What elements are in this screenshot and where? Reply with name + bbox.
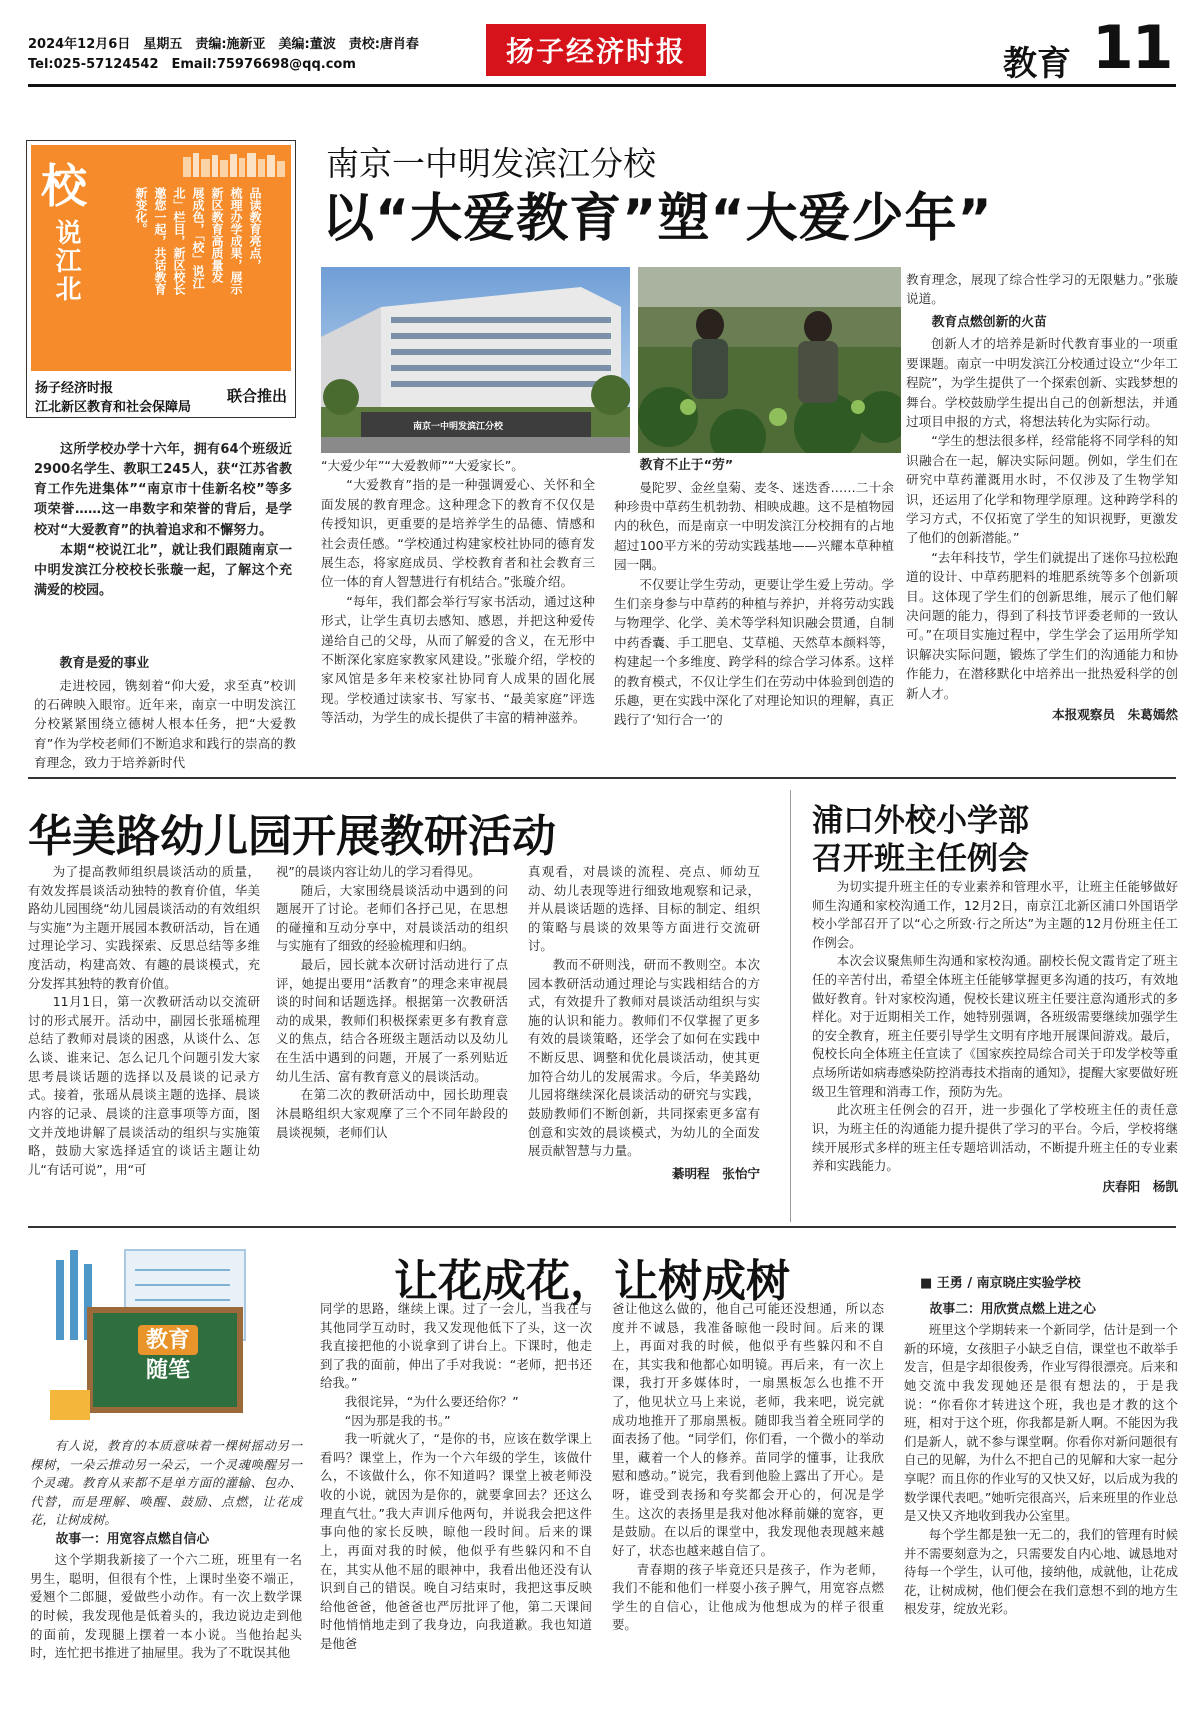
essay-column-label	[118, 1325, 218, 1385]
article4-col3: 爸让他这么做的，他自己可能还没想通，所以态度并不诚恳，我准备晾他一段时间。后来的课上，再面对我的时候，他似乎有些躲闪和不自在，其实我和他都心如明镜。再后来，有一次上课，我打开多媒体时，一扇黑板怎么也推不开了，他见状立马上来说，老师，我来吧，说完就成功地推开了那扇黑板。随即我当着全班同学的面表扬了他。“同学们，你们看，一个微小的举动里，藏着一个人的修养。苗同学的懂事，让我欣慰和感动。”说完，我看到他脸上露出了开心。是呀，谁受到表扬和夸奖都会开心的，何况是学生。这次的表扬里是我对他冰释前嫌的宽容，更是鼓励。在以后的课堂中，我发现他表现越来越好了，状态也越来越自信了。 青春期的孩子毕竟还只是孩子，作为老师，我们不能和他们一样耍小孩子脾气，用宽容点燃学生的自信心，让他成为他想成为的样子很重要。	[612, 1301, 884, 1633]
article4-col4: 故事二：用欣赏点燃上进之心 班里这个学期转来一个新同学，估计是到一个新的环境，女孩胆子小缺乏自信，课堂也不敢举手发言，但是字却很俊秀，作业写得很漂亮。后来和她交流中我发现她还是很有想法的，于是我说：“你看你才转进这个班，我也是才教的这个班，相对于这个班，你我都是新人啊。不能因为我们是新人，就不参与课堂啊。你看你对新问题很有自己的见解，为什么不把自己的见解和大家一起分享呢？而且你的作业写的又快又好，以后成为我的数学课代表吧。”她听完很高兴，后来班里的作业总是又快又齐地收到我办公室里。 每个学生都是独一无二的，我们的管理有时候并不需要刻意为之，只需要发自内心地、诚恳地对待每一个学生，认可他，接纳他，成就他，让花成花，让树成树，他们便会在我们意想不到的地方生根发芽，绽放光彩。	[904, 1302, 1178, 1617]
header-rule	[28, 84, 1176, 87]
partner-1: 扬子经济时报	[35, 381, 114, 396]
article4-sub2: 故事二：用欣赏点燃上进之心	[929, 1302, 1096, 1317]
partner-2: 江北新区教育和社会保障局	[35, 400, 192, 415]
article4-col1: 有人说，教育的本质意味着一棵树摇动另一棵树，一朵云推动另一朵云，一个灵魂唤醒另一个灵魂。教育从来都不是单方面的灌输、包办、代替，而是理解、唤醒、鼓励、点燃，让花成花，让树成树。 故事一：用宽容点燃自信心 这个学期我新接了一个六二班，班里有一名男生，聪明，但很有个性，上课时坐姿不端正，爱翘个二郎腿，爱做些小动作。有一次上数学课的时候，我发现他是低着头的，我边说边走到他的面前，发现腿上摆着一本小说。当他抬起头时，连忙把书推进了抽屉里。我为了不耽误其他	[30, 1438, 302, 1661]
article1-lead: 这所学校办学十六年，拥有64个班级近2900名学生、教职工245人，获“江苏省教育工作先进集体”“南京市十佳新名校”等多项荣誉……这一串数字和荣誉的背后，是学校对“大爱教育”的执着追求和不懈努力。 本期“校说江北”，就让我们跟随南京一中明发滨江分校校长张璇一起，了解这个充满爱的校园。	[34, 442, 292, 598]
column-big-char: 校	[41, 159, 87, 213]
article1-sub3: 教育点燃创新的火苗	[931, 314, 1047, 330]
article1-sub1: 教育是爱的事业	[59, 656, 150, 671]
column-box	[26, 140, 296, 418]
article2-col3: 真观看，对晨谈的流程、亮点、师幼互动、幼儿表现等进行细致地观察和记录，并从晨谈话题的选择、目标的制定、组织的策略与晨谈的效果等方面进行交流研讨。 教而不研则浅，研而不教则空。本次园本教研活动通过理论与实践相结合的方式，有效提升了教师对晨谈活动组织与实施的认识和能力。教师们不仅掌握了更多有效的晨谈策略，还学会了如何在实践中不断反思、调整和优化晨谈活动，使其更加符合幼儿的发展需求。今后，华美路幼儿园将继续深化晨谈活动的研究与实践，鼓励教师们不断创新，共同探索更多富有创意和实效的晨谈模式，为幼儿的全面发展贡献智慧与力量。 綦明程 张怡宁	[528, 863, 760, 1184]
article2-headline: 华美路幼儿园开展教研活动	[28, 811, 556, 862]
article1-kicker: 南京一中明发滨江分校	[326, 144, 656, 183]
article1-col3: 教育不止于“劳” 曼陀罗、金丝皇菊、麦冬、迷迭香……二十余种珍贵中草药生机勃勃、相映成趣。这不是植物园内的秋色，而是南京一中明发滨江分校拥有的占地超过100平方米的劳动实践基地——兴耀本草种植园一隅。 不仅要让学生劳动，更要让学生爱上劳动。学生们亲身参与中草药的种植与养护，并将劳动实践与物理学、化学、美术等学科知识融会贯通，自制中药香囊、手工肥皂、艾草槌、天然草本颜料等，构建起一个多维度、跨学科的综合学习体系。这样的教育模式，不仅让学生们在劳动中体验到创造的乐趣，更在实践中深化了对理论知识的理解，真正践行了‘知行合一’的	[614, 458, 894, 728]
column-vertical-text: 品读教育亮点， 梳理办学成果，展示 新区教育高质量发 展成色，「校」说江 北」栏目，新区校长 邀您一起，共话教育 新变化。	[134, 187, 262, 295]
article1-col2: “大爱少年”“大爱教师”“大爱家长”。 “大爱教育”指的是一种强调爱心、关怀和全面发展的教育理念。这种理念下的教育不仅仅是传授知识，更重要的是培养学生的品德、情感和社会责任感。“学校通过构建家校社协同的德育发展生态，将家庭成员、学校教育者和社会教育三位一体的育人智慧进行有机结合。”张璇介绍。 “每年，我们都会举行写家书活动，通过这种形式，让学生真切去感知、感恩，并把这种爱传递给自己的父母，从而了解爱的含义，在无形中不断深化家庭家教家风建设。”张璇介绍，学校的家风馆是多年来校家社协同育人成果的固化展现。学校通过读家书、写家书、“最美家庭”评选等活动，为学生的成长提供了丰富的精神滋养。	[321, 458, 595, 726]
rule-article1-bottom	[28, 777, 1176, 779]
article4-headline: 让花成花，让树成树	[394, 1256, 790, 1307]
article3-headline-1: 浦口外校小学部	[812, 803, 1029, 839]
rule-v-article2-3	[790, 790, 791, 1222]
school-sign-text: 南京一中明发滨江分校	[413, 422, 504, 432]
article2-col1: 为了提高教师组织晨谈活动的质量，有效发挥晨谈活动独特的教育价值，华美路幼儿园围绕“幼儿园晨谈活动的有效组织与实施”为主题开展园本教研活动，旨在通过理论学习、实践探索、反思总结等多维度活动，构建高效、有趣的晨谈模式，充分发挥其独特的教育价值。 11月1日，第一次教研活动以交流研讨的形式展开。活动中，副园长张瑶梳理总结了教师对晨谈的困惑，从谈什么、怎么谈、谁来记、怎么记几个问题引发大家思考晨谈话题的选择以及晨谈的记录方式。接着，张瑶从晨谈主题的选择、晨谈内容的记录、晨谈的注意事项等方面，图文并茂地讲解了晨谈活动的组织与实施策略，鼓励大家选择适宜的谈话主题让幼儿“有话可说”，用“可	[28, 864, 260, 1177]
column-box-orange	[31, 145, 291, 371]
essay-label-1: 教育	[138, 1325, 198, 1355]
article4-col2: 同学的思路，继续上课。过了一会儿，当我在与其他同学互动时，我又发现他低下了头，这一次我直接把他的小说拿到了讲台上。下课时，他走到了我的面前，伸出了手对我说：“老师，把书还给我。” 我很诧异，“为什么要还给你？” “因为那是我的书。” 我一听就火了，“是你的书，应该在数学课上看吗？课堂上，作为一个六年级的学生，该做什么，不该做什么，你不知道吗？课堂上被老师没收的小说，就因为是你的，就要拿回去？还这么理直气壮。”我大声训斥他两句，并说我会把这件事向他的家长反映，晾他一段时间。后来的课上，再面对我的时候，他似乎有些躲闪和不自在，其实从他不屈的眼神中，我看出他还没有认识到自己的错误。晚自习结束时，我把这事反映给他爸爸，他爸爸也严厉批评了他，第二天课间时他悄悄地走到了我身边，向我道歉。我也知道是他爸	[320, 1301, 592, 1651]
masthead	[486, 24, 706, 76]
article4-sub1: 故事一：用宽容点燃自信心	[55, 1532, 210, 1548]
header-contact-line: Tel:025-57124542 Email:75976698@qq.com	[28, 57, 356, 72]
article1-byline: 本报观察员 朱葛嫣然	[1052, 706, 1178, 722]
students-garden-photo	[638, 267, 901, 453]
article2-byline: 綦明程 张怡宁	[671, 1165, 760, 1181]
article1-col4: 教育理念，展现了综合性学习的无限魅力。”张璇说道。 教育点燃创新的火苗 创新人才的培养是新时代教育事业的一项重要课题。南京一中明发滨江分校通过设立“少年工程院”，为学生提供了一个探索创新、实践梦想的舞台。学校鼓励学生提出自己的创新想法，并通过项目申报的方式，将想法转化为实际行动。 “学生的想法很多样，经常能将不同学科的知识融合在一起，解决实际问题。例如，学生们在研究中草药灌溉用水时，不仅涉及了生物学知识，还运用了化学和物理学原理。这种跨学科的学习方式，不仅拓宽了学生的知识视野，更激发了他们的创新潜能。” “去年科技节，学生们就提出了迷你马拉松跑道的设计、中草药肥料的堆肥系统等多个创新项目。这体现了学生们的创新思维，展示了他们解决问题的能力，得到了科技节评委老师的一致认可。”在项目实施过程中，学生学会了运用所学知识解决实际问题，锻炼了学生们的沟通能力和协作能力，在潜移默化中培养出一批热爱科学的创新人才。 本报观察员 朱葛嫣然	[906, 270, 1178, 724]
article4-author: ■ 王勇 / 南京晓庄实验学校	[920, 1276, 1081, 1291]
header-date-line: 2024年12月6日 星期五 责编:施新亚 美编:董波 责校:唐肖春	[28, 37, 419, 52]
books-illustration	[181, 151, 289, 177]
school-building-photo	[321, 267, 630, 453]
section-name: 教育	[1003, 44, 1071, 84]
essay-column-illustration	[30, 1240, 280, 1430]
page-number: 11	[1092, 13, 1172, 83]
joint-publish: 联合推出	[227, 387, 288, 405]
essay-label-2: 随笔	[145, 1357, 190, 1383]
article3-body: 为切实提升班主任的专业素养和管理水平，让班主任能够做好师生沟通和家校沟通工作，12月2日，南京江北新区浦口外国语学校小学部召开了以“心之所致·行之所达”为主题的12月份班主任工作例会。 本次会议聚焦师生沟通和家校沟通。副校长倪文霞肯定了班主任的辛苦付出，希望全体班主任能够掌握更多沟通的技巧，有效地做好教育。针对家校沟通，倪校长建议班主任要注意沟通形式的多样化。对于近期相关工作，她特别强调，各班级需要继续加强学生的安全教育，班主任要引导学生文明有序地开展课间游戏。最后，倪校长向全体班主任宣读了《国家疾控局综合司关于印发学校等重点场所诺如病毒感染防控消毒技术指南的通知》，提醒大家要做好班级卫生管理和消毒工作，预防为先。 此次班主任例会的召开，进一步强化了学校班主任的责任意识，为班主任的沟通能力提升提供了学习的平台。今后，学校将继续开展形式多样的班主任专题培训活动，不断提升班主任的专业素养和实践能力。 庆春阳 杨凯	[812, 878, 1178, 1197]
article1-col1: 教育是爱的事业 走进校园，镌刻着“仰大爱，求至真”校训的石碑映入眼帘。近年来，南京一中明发滨江分校紧紧围绕立德树人根本任务，把“大爱教育”作为学校老师们不断追求和践行的崇高的教育理念，致力于培养新时代	[34, 656, 296, 771]
article1-headline: 以“大爱教育”塑“大爱少年”	[322, 189, 993, 249]
article3-headline-2: 召开班主任例会	[812, 841, 1029, 877]
article3-byline: 庆春阳 杨凯	[1102, 1178, 1178, 1194]
masthead-title: 扬子经济时报	[505, 35, 686, 68]
article1-sub2: 教育不止于“劳”	[639, 458, 734, 473]
rule-article3-bottom	[28, 1226, 1176, 1228]
article2-col2: 视”的晨谈内容让幼儿的学习看得见。 随后，大家围绕晨谈活动中遇到的问题展开了讨论。老师们各抒己见，在思想的碰撞和互动分享中，对晨谈活动的组织与实施有了细致的经验梳理和归纳。 最后，园长就本次研讨活动进行了点评，她提出要用“活教育”的理念来审视晨谈的时间和话题选择。根据第一次教研活动的成果，教师们积极探索更多有教育意义的焦点，结合各班级主题活动以及幼儿在生活中遇到的问题，开展了一系列贴近幼儿生活、富有教育意义的晨谈活动。 在第二次的教研活动中，园长助理袁沐晨略组织大家观摩了三个不同年龄段的晨谈视频，老师们认	[276, 864, 508, 1140]
column-title-rest: 说江北	[51, 219, 81, 303]
